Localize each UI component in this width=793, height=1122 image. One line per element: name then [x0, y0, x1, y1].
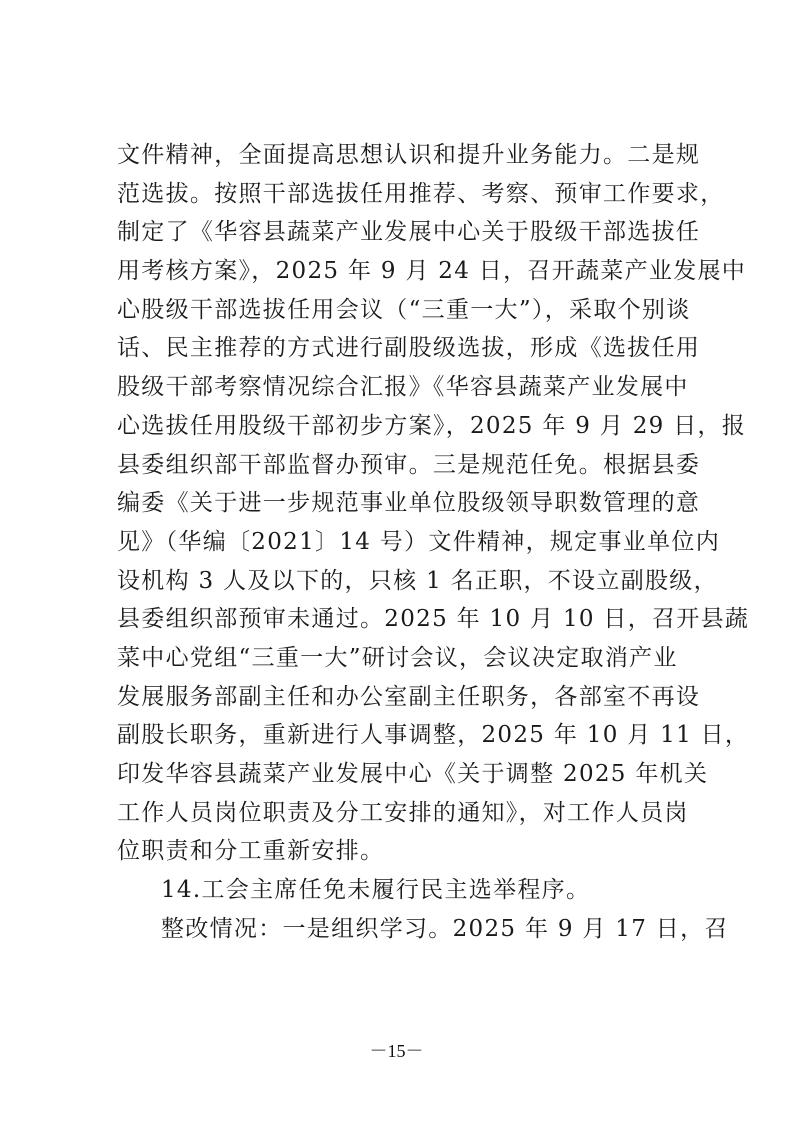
text-line: 副股长职务，重新进行人事调整，2025 年 10 月 11 日，	[117, 722, 750, 749]
body-text	[117, 136, 750, 948]
text-line: 制定了《华容县蔬菜产业发展中心关于股级干部选拔任	[117, 219, 701, 246]
text-line: 编委《关于进一步规范事业单位股级领导职数管理的意	[117, 490, 701, 517]
text-line: 发展服务部副主任和办公室副主任职务，各部室不再设	[117, 683, 701, 710]
page-number: －15－	[369, 1041, 424, 1061]
text-line: 用考核方案》，2025 年 9 月 24 日，召开蔬菜产业发展中	[117, 258, 747, 285]
text-line: 话、民主推荐的方式进行副股级选拔，形成《选拔任用	[117, 335, 701, 362]
text-line: 股级干部考察情况综合汇报》《华容县蔬菜产业发展中	[117, 374, 689, 401]
text-line: 县委组织部干部监督办预审。三是规范任免。根据县委	[117, 451, 701, 478]
text-line: 设机构 3 人及以下的，只核 1 名正职，不设立副股级，	[117, 567, 718, 594]
text-line: 工作人员岗位职责及分工安排的通知》，对工作人员岗	[117, 799, 689, 826]
section-heading: 14.工会主席任免未履行民主选举程序。	[161, 877, 591, 904]
text-line: 范选拔。按照干部选拔任用推荐、考察、预审工作要求，	[117, 180, 725, 207]
text-line: 整改情况：一是组织学习。2025 年 9 月 17 日，召	[161, 915, 729, 942]
text-line: 菜中心党组“三重一大”研讨会议，会议决定取消产业	[117, 644, 678, 671]
text-line: 文件精神，全面提高思想认识和提升业务能力。二是规	[117, 142, 701, 168]
text-line: 位职责和分工重新安排。	[117, 838, 385, 865]
text-line: 心选拔任用股级干部初步方案》，2025 年 9 月 29 日，报	[117, 412, 747, 439]
text-line: 印发华容县蔬菜产业发展中心《关于调整 2025 年机关	[117, 761, 709, 787]
text-line: 见》（华编〔2021〕14 号）文件精神，规定事业单位内	[117, 528, 721, 555]
text-line: 县委组织部预审未通过。2025 年 10 月 10 日，召开县蔬	[117, 606, 750, 633]
text-line: 心股级干部选拔任用会议（“三重一大”），采取个别谈	[117, 296, 691, 323]
